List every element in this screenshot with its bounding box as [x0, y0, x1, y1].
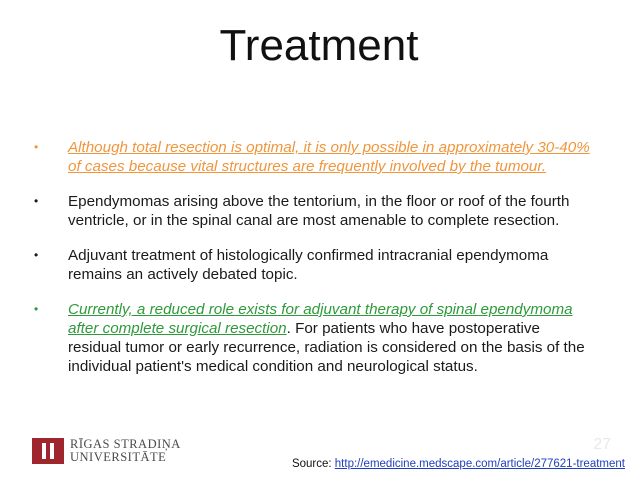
- bullet-dot-icon: •: [34, 302, 39, 316]
- bullet-item: [34, 300, 594, 376]
- logo-line-1: RĪGAS STRADIŅA: [70, 437, 181, 451]
- bullet-dot-icon: •: [34, 248, 39, 262]
- bullet-text: Adjuvant treatment of histologically confirmed intracranial ependymoma remains an actively debated topic.: [68, 247, 549, 283]
- bullet-item: [34, 138, 594, 176]
- bullet-text: Ependymomas arising above the tentorium, in the floor or roof of the fourth ventricle, or in the spinal canal are most amenable to complete resection.: [68, 193, 570, 229]
- source-label: Source:: [291, 458, 335, 470]
- bullet-item: [34, 192, 594, 230]
- bullet-highlight-text: Currently, a reduced role exists for adjuvant therapy of spinal ependymoma after complete surgical resection: [68, 301, 573, 337]
- bullet-highlight-text: Although total resection is optimal, it is only possible in approximately 30-40% of cases because vital structures are frequently involved by the tumour.: [68, 139, 590, 175]
- source-citation: [292, 458, 625, 470]
- bullet-item: [34, 246, 594, 284]
- bullet-text: . For patients who have postoperative residual tumor or early recurrence, radiation is considered on the basis of the individual patient's medical condition and neurological status.: [68, 320, 585, 375]
- bullet-list: [34, 138, 594, 392]
- logo-wordmark: [70, 438, 181, 464]
- university-emblem-icon: [32, 438, 64, 464]
- logo-line-2: UNIVERSITĀTE: [70, 450, 167, 464]
- bullet-dot-icon: •: [34, 194, 39, 208]
- source-link[interactable]: http://emedicine.medscape.com/article/277621-treatment: [334, 458, 625, 470]
- bullet-dot-icon: •: [34, 140, 39, 154]
- page-number: 27: [593, 436, 611, 453]
- slide-title: Treatment: [219, 21, 419, 70]
- university-logo: [32, 434, 181, 468]
